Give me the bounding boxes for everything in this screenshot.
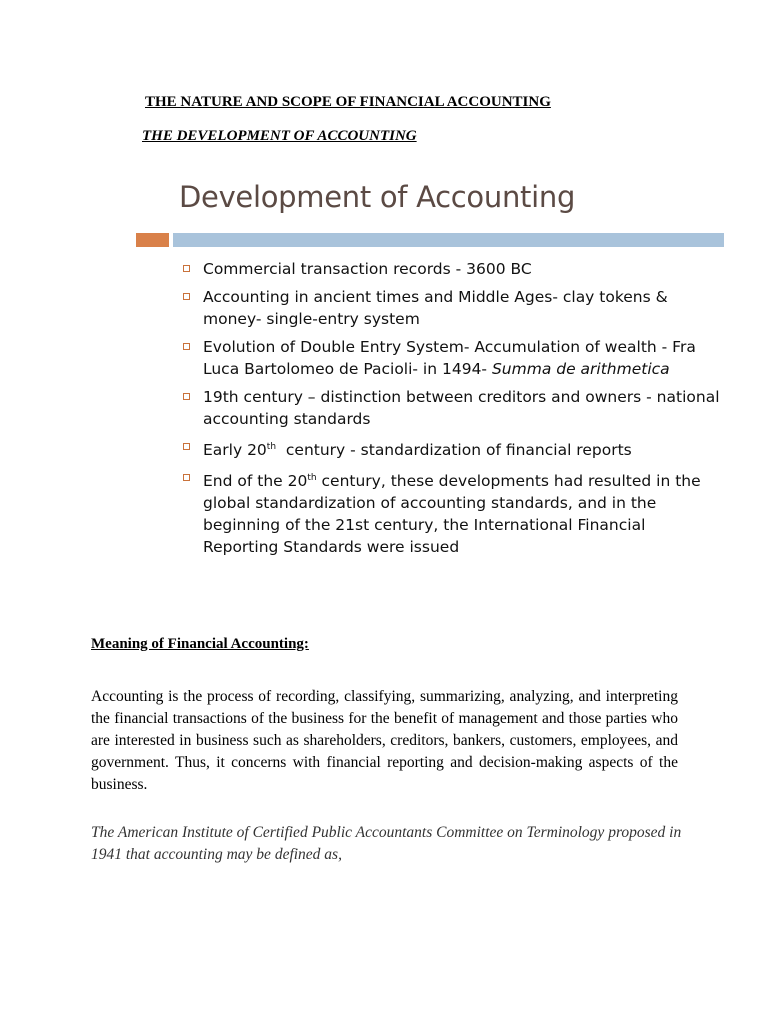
hollow-square-bullet-icon: [183, 393, 190, 400]
slide-accent-bar-blue: [173, 233, 724, 247]
document-subtitle: THE DEVELOPMENT OF ACCOUNTING: [142, 128, 417, 144]
slide-image: [136, 170, 724, 555]
slide-title: Development of Accounting: [179, 180, 576, 214]
slide-bullet-item: [183, 436, 723, 461]
slide-bullet-text: Evolution of Double Entry System- Accumulation of wealth - Fra Luca Bartolomeo de Pacioli- in 1494-: [203, 338, 696, 378]
definition-paragraph: Accounting is the process of recording, classifying, summarizing, analyzing, and interpreting the financial transactions of the business for the benefit of management and those parties who are interested in business such as shareholders, creditors, bankers, customers, employees, and government. Thus, it concerns with financial reporting and decision-making aspects of the business.: [91, 688, 678, 793]
slide-bullet-italic-title: Summa de arithmetica: [491, 360, 670, 378]
slide-bullet-item: [183, 467, 723, 558]
slide-bullet-text: Accounting in ancient times and Middle Ages- clay tokens & money- single-entry system: [203, 288, 668, 328]
aicpa-paragraph: The American Institute of Certified Public Accountants Committee on Terminology proposed in 1941 that accounting may be defined as,: [91, 824, 682, 863]
slide-bullet-superscript: th: [266, 442, 277, 452]
slide-bullet-text: 19th century – distinction between creditors and owners - national accounting standards: [203, 388, 720, 428]
slide-bullet-text: Early 20: [203, 441, 267, 460]
slide-bullet-superscript: th: [307, 473, 317, 484]
slide-bullet-text: century - standardization of financial reports: [276, 441, 632, 460]
hollow-square-bullet-icon: [183, 343, 190, 350]
slide-bullet-item: [183, 336, 723, 380]
slide-bullet-item: [183, 258, 723, 280]
slide-bullet-item: [183, 286, 723, 330]
hollow-square-bullet-icon: [183, 474, 190, 481]
section-heading: Meaning of Financial Accounting:: [91, 636, 309, 652]
hollow-square-bullet-icon: [183, 293, 190, 300]
hollow-square-bullet-icon: [183, 265, 190, 272]
slide-bullet-list: [183, 258, 723, 564]
hollow-square-bullet-icon: [183, 443, 190, 450]
slide-accent-bar-orange: [136, 233, 169, 247]
slide-bullet-text: End of the 20: [203, 472, 308, 491]
slide-bullet-text: century, these developments had resulted in the global standardization of accounting standards, and in the beginning of the 21st century, the International Financial Reporting Standards were issued: [203, 472, 701, 557]
slide-bullet-text: Commercial transaction records - 3600 BC: [203, 260, 532, 278]
slide-bullet-item: [183, 386, 723, 430]
document-title: THE NATURE AND SCOPE OF FINANCIAL ACCOUNTING: [145, 94, 551, 110]
